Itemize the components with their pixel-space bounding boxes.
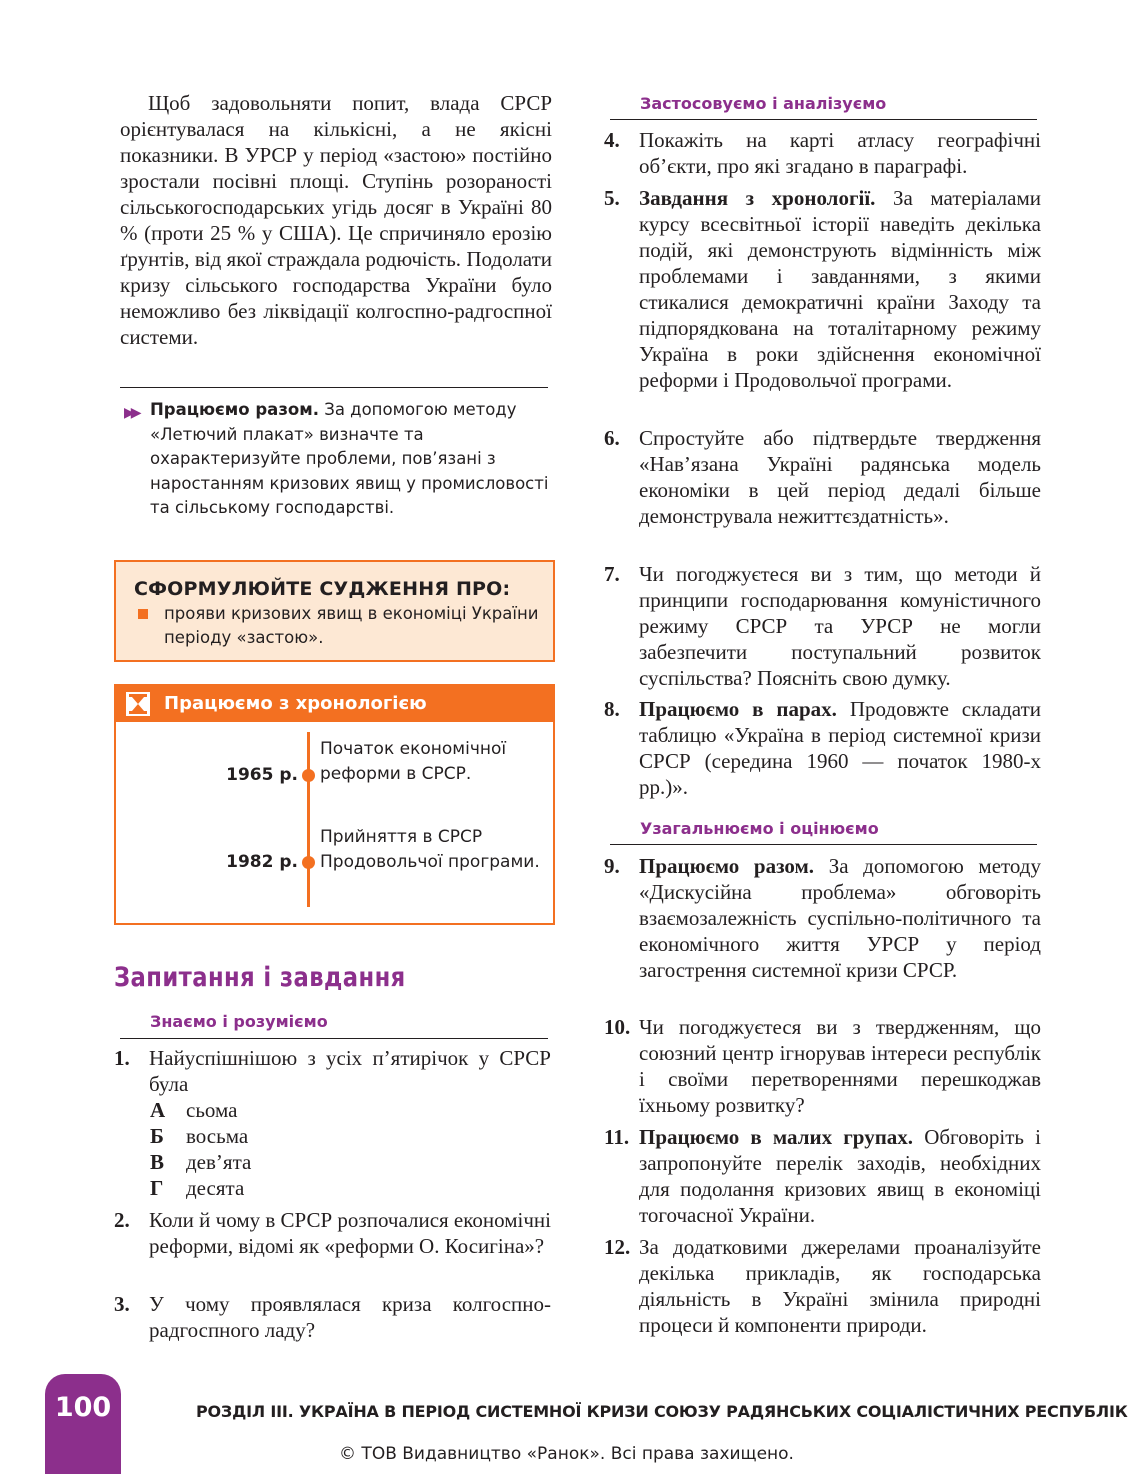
question-number: 12.	[604, 1235, 631, 1259]
question-number: 8.	[604, 697, 620, 721]
questions-title: Запитання і завдання	[114, 962, 406, 993]
timeline-line	[307, 732, 310, 907]
option-text: десята	[186, 1176, 245, 1200]
chronology-box	[114, 684, 555, 925]
question-lead: Завдання з хронології.	[639, 186, 876, 210]
event-text: Прийняття в СРСР Продовольчої програми.	[320, 827, 540, 872]
question-rest: Продовжте складати таблицю «Україна в період системної кризи СРСР (середина 1960 — початок 1980-х рр.)».	[639, 697, 1041, 799]
question-text: Коли й чому в СРСР розпочалися економічні реформи, відомі як «реформи О. Косигіна»?	[149, 1208, 551, 1258]
option-letter: А	[150, 1098, 166, 1122]
judgement-item: прояви кризових явищ в економіці України періоду «застою».	[164, 604, 539, 647]
question-text	[639, 1124, 1041, 1228]
divider	[610, 844, 1037, 845]
question-lead: Працюємо в малих групах.	[639, 1125, 914, 1149]
question-number: 7.	[604, 562, 620, 586]
option-letter: Г	[150, 1176, 164, 1200]
group-work-note	[120, 398, 560, 521]
question-rest: За допомогою методу «Дискусійна проблема» обговоріть взаємозалежність суспільно-політичного та економічного життя УРСР у період загострення системної кризи СРСР.	[639, 854, 1041, 982]
section-know-heading: Знаємо і розуміємо	[150, 1012, 328, 1031]
question-text	[639, 853, 1041, 983]
event-year: 1982 р.	[226, 852, 298, 872]
question-text: За додатковими джерелами проаналізуйте декілька прикладів, як господарська діяльність в Україні змінила природні процеси й компоненти природи.	[639, 1235, 1041, 1337]
option-letter: В	[150, 1150, 165, 1174]
copyright-notice: © ТОВ Видавництво «Ранок». Всі права захищено.	[339, 1444, 794, 1464]
question-number: 1.	[114, 1046, 130, 1070]
page-number: 100	[54, 1392, 112, 1423]
square-bullet-icon	[138, 609, 148, 619]
question-lead: Працюємо разом.	[639, 854, 815, 878]
question-text: У чому проявлялася криза колгоспно-радгоспного ладу?	[149, 1292, 551, 1342]
option-text: дев’ята	[186, 1150, 252, 1174]
question-number: 5.	[604, 186, 620, 210]
divider	[120, 1038, 548, 1039]
section-apply-heading: Застосовуємо і аналізуємо	[640, 94, 887, 113]
chapter-title: РОЗДІЛ ІІІ. УКРАЇНА В ПЕРІОД СИСТЕМНОЇ КРИЗИ СОЮЗУ РАДЯНСЬКИХ СОЦІАЛІСТИЧНИХ РЕСПУБЛІК	[196, 1402, 1128, 1421]
judgement-box	[114, 560, 555, 662]
question-number: 9.	[604, 854, 620, 878]
question-rest: За матеріалами курсу всесвітньої історії наведіть декілька подій, які демонструють відмінність між проблемами і завданнями, з якими стикалися демократичні країни Заходу та підпорядкована на тоталітарному режиму Україна в роки здійснення економічної реформи і Продовольчої програми.	[639, 186, 1041, 392]
question-text: Чи погоджуєтеся ви з твердженням, що союзний центр ігнорував інтереси республік і своїми перетвореннями перешкоджав їхньому розвитку?	[639, 1015, 1041, 1117]
chronology-title: Працюємо з хронологією	[164, 693, 427, 714]
question-text	[639, 696, 1041, 800]
question-lead: Працюємо в парах.	[639, 697, 837, 721]
group-work-lead: Працюємо разом.	[150, 400, 319, 419]
question-text: Найуспішнішою з усіх п’ятирічок у СРСР була	[149, 1046, 551, 1096]
question-number: 3.	[114, 1292, 130, 1316]
question-number: 2.	[114, 1208, 130, 1232]
question-number: 6.	[604, 426, 620, 450]
question-text	[639, 185, 1041, 393]
double-arrow-icon: ▶▶	[124, 405, 138, 421]
timeline-dot	[302, 769, 315, 782]
question-number: 11.	[604, 1125, 630, 1149]
judgement-title: СФОРМУЛЮЙТЕ СУДЖЕННЯ ПРО:	[134, 578, 511, 600]
question-number: 4.	[604, 128, 620, 152]
divider	[610, 119, 1037, 120]
option-text: восьма	[186, 1124, 249, 1148]
event-year: 1965 р.	[226, 765, 298, 785]
intro-paragraph: Щоб задовольняти попит, влада СРСР орієнтувалася на кількісні, а не якісні показники. В УРСР у період «застою» постійно зростали посівні площі. Ступінь розораності сільськогосподарських угідь досяг в Україні 80 % (проти 25 % у США). Це спричиняло ерозію ґрунтів, від якої страждала родючість. Подолати кризу сільського господарства України було неможливо без ліквідації колгоспно-радгоспної системи.	[120, 91, 552, 349]
chronology-header	[116, 686, 553, 722]
divider	[120, 387, 548, 388]
event-text: Початок економічної реформи в СРСР.	[320, 739, 507, 784]
question-text: Чи погоджуєтеся ви з тим, що методи й принципи господарювання комуністичного режиму СРСР та УРСР не могли забезпечити поступальний розвиток суспільства? Поясніть свою думку.	[639, 562, 1041, 690]
question-rest: Обговоріть і запропонуйте перелік заходів, необхідних для подолання кризових явищ в економіці тогочасної України.	[639, 1125, 1041, 1227]
option-letter: Б	[150, 1124, 164, 1148]
timeline-dot	[302, 856, 315, 869]
option-text: сьома	[186, 1098, 238, 1122]
question-text: Покажіть на карті атласу географічні об’єкти, про які згадано в параграфі.	[639, 128, 1041, 178]
group-work-text: За допомогою методу «Летючий плакат» визначте та охарактеризуйте проблеми, пов’язані з наростанням кризових явищ у промисловості та сільському господарстві.	[150, 400, 549, 517]
question-text: Спростуйте або підтвердьте твердження «Нав’язана Україні радянська модель економіки в цей період дедалі більше демонструвала нежиттєздатність».	[639, 426, 1041, 528]
section-generalize-heading: Узагальнюємо і оцінюємо	[640, 819, 879, 838]
question-number: 10.	[604, 1015, 631, 1039]
hourglass-icon	[126, 692, 150, 716]
